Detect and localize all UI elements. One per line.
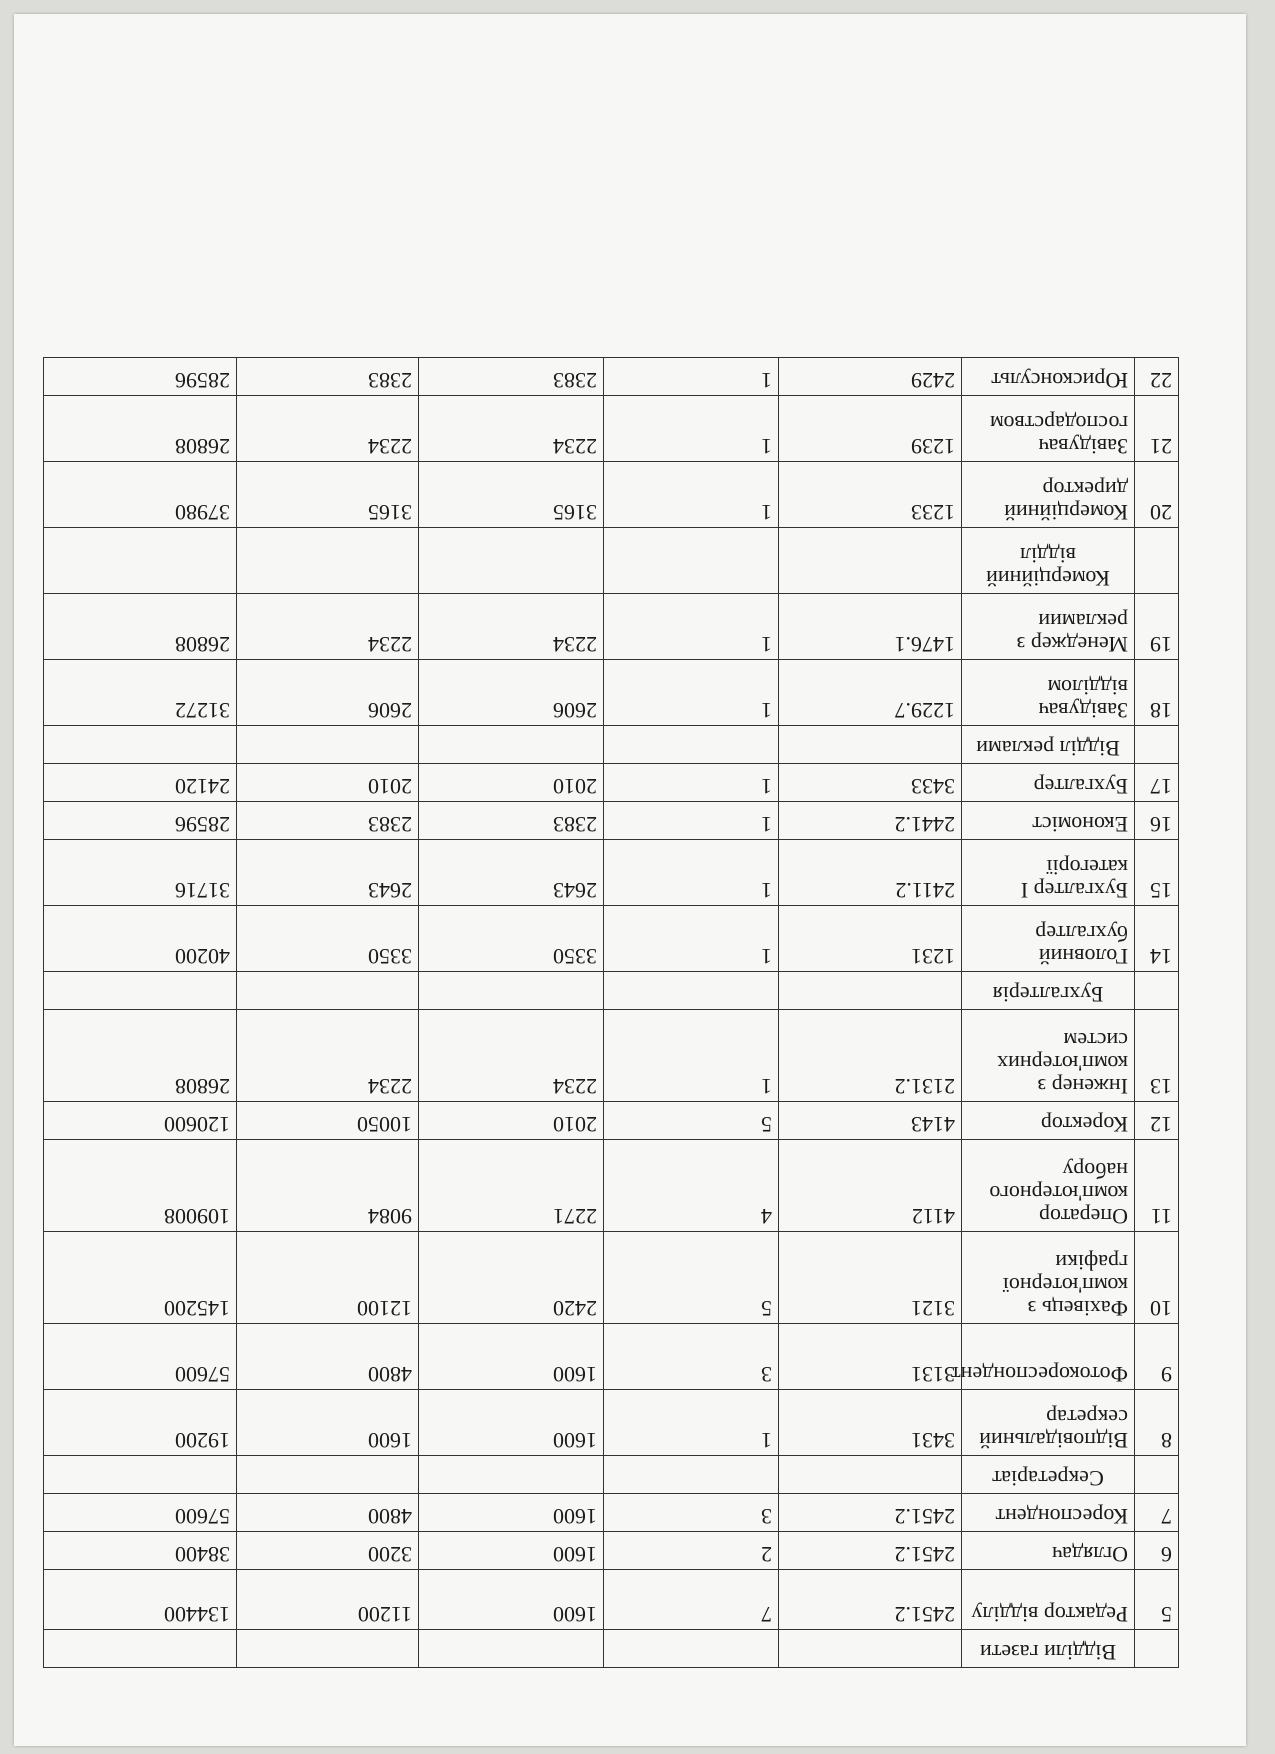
qualification-code-cell: 2451.2	[779, 1494, 962, 1532]
empty-cell	[604, 972, 779, 1010]
qualification-code-cell: 1476.1	[779, 594, 962, 660]
empty-cell	[779, 528, 962, 594]
staff-count-cell: 1	[604, 1390, 779, 1456]
qualification-code-cell: 3433	[779, 764, 962, 802]
staff-count-cell: 1	[604, 1010, 779, 1102]
annual-fund-cell: 145200	[44, 1232, 237, 1324]
staff-count-cell: 1	[604, 840, 779, 906]
row-number-cell: 8	[1135, 1390, 1179, 1456]
monthly-fund-cell: 1600	[237, 1390, 419, 1456]
section-row	[44, 528, 1179, 594]
staff-count-cell: 5	[604, 1232, 779, 1324]
salary-cell: 2010	[419, 764, 604, 802]
table-row	[44, 462, 1179, 528]
section-title: Секретаріат	[962, 1456, 1135, 1494]
salary-cell: 2010	[419, 1102, 604, 1140]
empty-cell	[779, 1630, 962, 1668]
section-title: Бухгалтерія	[962, 972, 1135, 1010]
row-number-cell: 10	[1135, 1232, 1179, 1324]
qualification-code-cell: 4112	[779, 1140, 962, 1232]
salary-cell: 2643	[419, 840, 604, 906]
row-number-cell	[1135, 528, 1179, 594]
monthly-fund-cell: 2234	[237, 594, 419, 660]
table-row	[44, 396, 1179, 462]
annual-fund-cell: 40200	[44, 906, 237, 972]
salary-cell: 3165	[419, 462, 604, 528]
empty-cell	[44, 726, 237, 764]
staff-count-cell: 7	[604, 1570, 779, 1630]
salary-cell: 2383	[419, 802, 604, 840]
staff-count-cell: 5	[604, 1102, 779, 1140]
table-row	[44, 1010, 1179, 1102]
qualification-code-cell: 3121	[779, 1232, 962, 1324]
qualification-code-cell: 2411.2	[779, 840, 962, 906]
empty-cell	[779, 972, 962, 1010]
annual-fund-cell: 31272	[44, 660, 237, 726]
position-cell: Оператор комп'ютерного набору	[962, 1140, 1135, 1232]
section-title: Комерційний відділ	[962, 528, 1135, 594]
qualification-code-cell: 4143	[779, 1102, 962, 1140]
monthly-fund-cell: 3165	[237, 462, 419, 528]
table-row	[44, 802, 1179, 840]
position-cell: Комерційний директор	[962, 462, 1135, 528]
position-cell: Бухгалтер І категорії	[962, 840, 1135, 906]
staff-count-cell: 1	[604, 660, 779, 726]
row-number-cell: 20	[1135, 462, 1179, 528]
qualification-code-cell: 2441.2	[779, 802, 962, 840]
position-cell: Бухгалтер	[962, 764, 1135, 802]
qualification-code-cell: 1233	[779, 462, 962, 528]
salary-cell: 2271	[419, 1140, 604, 1232]
table-row	[44, 660, 1179, 726]
qualification-code-cell: 2451.2	[779, 1532, 962, 1570]
empty-cell	[604, 1456, 779, 1494]
annual-fund-cell: 24120	[44, 764, 237, 802]
qualification-code-cell: 1229.7	[779, 660, 962, 726]
salary-cell: 1600	[419, 1390, 604, 1456]
salary-cell: 2234	[419, 594, 604, 660]
row-number-cell	[1135, 1630, 1179, 1668]
row-number-cell: 21	[1135, 396, 1179, 462]
position-cell: Оглядач	[962, 1532, 1135, 1570]
empty-cell	[779, 726, 962, 764]
empty-cell	[44, 972, 237, 1010]
staff-count-cell: 1	[604, 462, 779, 528]
monthly-fund-cell: 11200	[237, 1570, 419, 1630]
staff-count-cell: 1	[604, 906, 779, 972]
empty-cell	[419, 528, 604, 594]
row-number-cell: 6	[1135, 1532, 1179, 1570]
row-number-cell	[1135, 726, 1179, 764]
row-number-cell: 17	[1135, 764, 1179, 802]
table-row	[44, 1324, 1179, 1390]
annual-fund-cell: 31716	[44, 840, 237, 906]
annual-fund-cell: 26808	[44, 396, 237, 462]
empty-cell	[237, 726, 419, 764]
empty-cell	[419, 1630, 604, 1668]
monthly-fund-cell: 12100	[237, 1232, 419, 1324]
salary-cell: 3350	[419, 906, 604, 972]
monthly-fund-cell: 2606	[237, 660, 419, 726]
qualification-code-cell: 3131	[779, 1324, 962, 1390]
section-row	[44, 972, 1179, 1010]
row-number-cell: 16	[1135, 802, 1179, 840]
table-row	[44, 1102, 1179, 1140]
annual-fund-cell: 28596	[44, 358, 237, 396]
staff-count-cell: 4	[604, 1140, 779, 1232]
salary-cell: 2606	[419, 660, 604, 726]
empty-cell	[604, 1630, 779, 1668]
annual-fund-cell: 19200	[44, 1390, 237, 1456]
annual-fund-cell: 28596	[44, 802, 237, 840]
empty-cell	[44, 528, 237, 594]
monthly-fund-cell: 3350	[237, 906, 419, 972]
position-cell: Юрисконсульт	[962, 358, 1135, 396]
table-row	[44, 1140, 1179, 1232]
row-number-cell: 22	[1135, 358, 1179, 396]
monthly-fund-cell: 2383	[237, 358, 419, 396]
section-row	[44, 726, 1179, 764]
section-row	[44, 1456, 1179, 1494]
salary-cell: 1600	[419, 1570, 604, 1630]
empty-cell	[44, 1630, 237, 1668]
annual-fund-cell: 120600	[44, 1102, 237, 1140]
monthly-fund-cell: 3200	[237, 1532, 419, 1570]
monthly-fund-cell: 9084	[237, 1140, 419, 1232]
staffing-table	[43, 357, 1179, 1668]
staff-count-cell: 2	[604, 1532, 779, 1570]
empty-cell	[419, 726, 604, 764]
row-number-cell: 11	[1135, 1140, 1179, 1232]
row-number-cell: 12	[1135, 1102, 1179, 1140]
annual-fund-cell: 57600	[44, 1324, 237, 1390]
position-cell: Менеджер з рекламии	[962, 594, 1135, 660]
row-number-cell: 14	[1135, 906, 1179, 972]
qualification-code-cell: 3431	[779, 1390, 962, 1456]
empty-cell	[237, 972, 419, 1010]
qualification-code-cell: 2131.2	[779, 1010, 962, 1102]
salary-cell: 1600	[419, 1532, 604, 1570]
staff-count-cell: 1	[604, 594, 779, 660]
salary-cell: 2420	[419, 1232, 604, 1324]
position-cell: Завідувач господарством	[962, 396, 1135, 462]
monthly-fund-cell: 2010	[237, 764, 419, 802]
section-title: Відділ реклами	[962, 726, 1135, 764]
table-row	[44, 594, 1179, 660]
row-number-cell: 13	[1135, 1010, 1179, 1102]
section-title: Відділи газети	[962, 1630, 1135, 1668]
position-cell: Завідувач відділом	[962, 660, 1135, 726]
staff-count-cell: 3	[604, 1494, 779, 1532]
table-row	[44, 764, 1179, 802]
annual-fund-cell: 37980	[44, 462, 237, 528]
row-number-cell: 15	[1135, 840, 1179, 906]
position-cell: Інженер з комп'ютерних систем	[962, 1010, 1135, 1102]
empty-cell	[237, 1630, 419, 1668]
empty-cell	[419, 972, 604, 1010]
qualification-code-cell: 1239	[779, 396, 962, 462]
row-number-cell: 18	[1135, 660, 1179, 726]
position-cell: Головний бухгалтер	[962, 906, 1135, 972]
row-number-cell	[1135, 972, 1179, 1010]
table-row	[44, 840, 1179, 906]
annual-fund-cell: 109008	[44, 1140, 237, 1232]
salary-cell: 2383	[419, 358, 604, 396]
table-row	[44, 1494, 1179, 1532]
row-number-cell: 9	[1135, 1324, 1179, 1390]
position-cell: Коректор	[962, 1102, 1135, 1140]
section-row	[44, 1630, 1179, 1668]
monthly-fund-cell: 2234	[237, 396, 419, 462]
empty-cell	[419, 1456, 604, 1494]
monthly-fund-cell: 2383	[237, 802, 419, 840]
salary-cell: 2234	[419, 1010, 604, 1102]
monthly-fund-cell: 2643	[237, 840, 419, 906]
position-cell: Фотокореспондент	[962, 1324, 1135, 1390]
empty-cell	[237, 528, 419, 594]
staff-count-cell: 1	[604, 802, 779, 840]
salary-cell: 1600	[419, 1494, 604, 1532]
salary-cell: 2234	[419, 396, 604, 462]
empty-cell	[604, 726, 779, 764]
monthly-fund-cell: 10050	[237, 1102, 419, 1140]
row-number-cell: 5	[1135, 1570, 1179, 1630]
position-cell: Відповідальний секретар	[962, 1390, 1135, 1456]
staff-count-cell: 1	[604, 358, 779, 396]
annual-fund-cell: 26808	[44, 594, 237, 660]
position-cell: Економіст	[962, 802, 1135, 840]
row-number-cell	[1135, 1456, 1179, 1494]
staffing-table-body	[44, 358, 1179, 1668]
table-row	[44, 1532, 1179, 1570]
position-cell: Фахівець з комп'ютерної графіки	[962, 1232, 1135, 1324]
qualification-code-cell: 1231	[779, 906, 962, 972]
qualification-code-cell: 2451.2	[779, 1570, 962, 1630]
monthly-fund-cell: 4800	[237, 1494, 419, 1532]
annual-fund-cell: 38400	[44, 1532, 237, 1570]
monthly-fund-cell: 2234	[237, 1010, 419, 1102]
empty-cell	[44, 1456, 237, 1494]
position-cell: Редактор відділу	[962, 1570, 1135, 1630]
staff-count-cell: 1	[604, 396, 779, 462]
salary-cell: 1600	[419, 1324, 604, 1390]
monthly-fund-cell: 4800	[237, 1324, 419, 1390]
qualification-code-cell: 2429	[779, 358, 962, 396]
table-row	[44, 906, 1179, 972]
position-cell: Кореспондент	[962, 1494, 1135, 1532]
row-number-cell: 7	[1135, 1494, 1179, 1532]
annual-fund-cell: 134400	[44, 1570, 237, 1630]
annual-fund-cell: 26808	[44, 1010, 237, 1102]
table-row	[44, 358, 1179, 396]
table-row	[44, 1390, 1179, 1456]
row-number-cell: 19	[1135, 594, 1179, 660]
empty-cell	[779, 1456, 962, 1494]
staff-count-cell: 3	[604, 1324, 779, 1390]
empty-cell	[604, 528, 779, 594]
annual-fund-cell: 57600	[44, 1494, 237, 1532]
table-row	[44, 1232, 1179, 1324]
table-row	[44, 1570, 1179, 1630]
staff-count-cell: 1	[604, 764, 779, 802]
empty-cell	[237, 1456, 419, 1494]
